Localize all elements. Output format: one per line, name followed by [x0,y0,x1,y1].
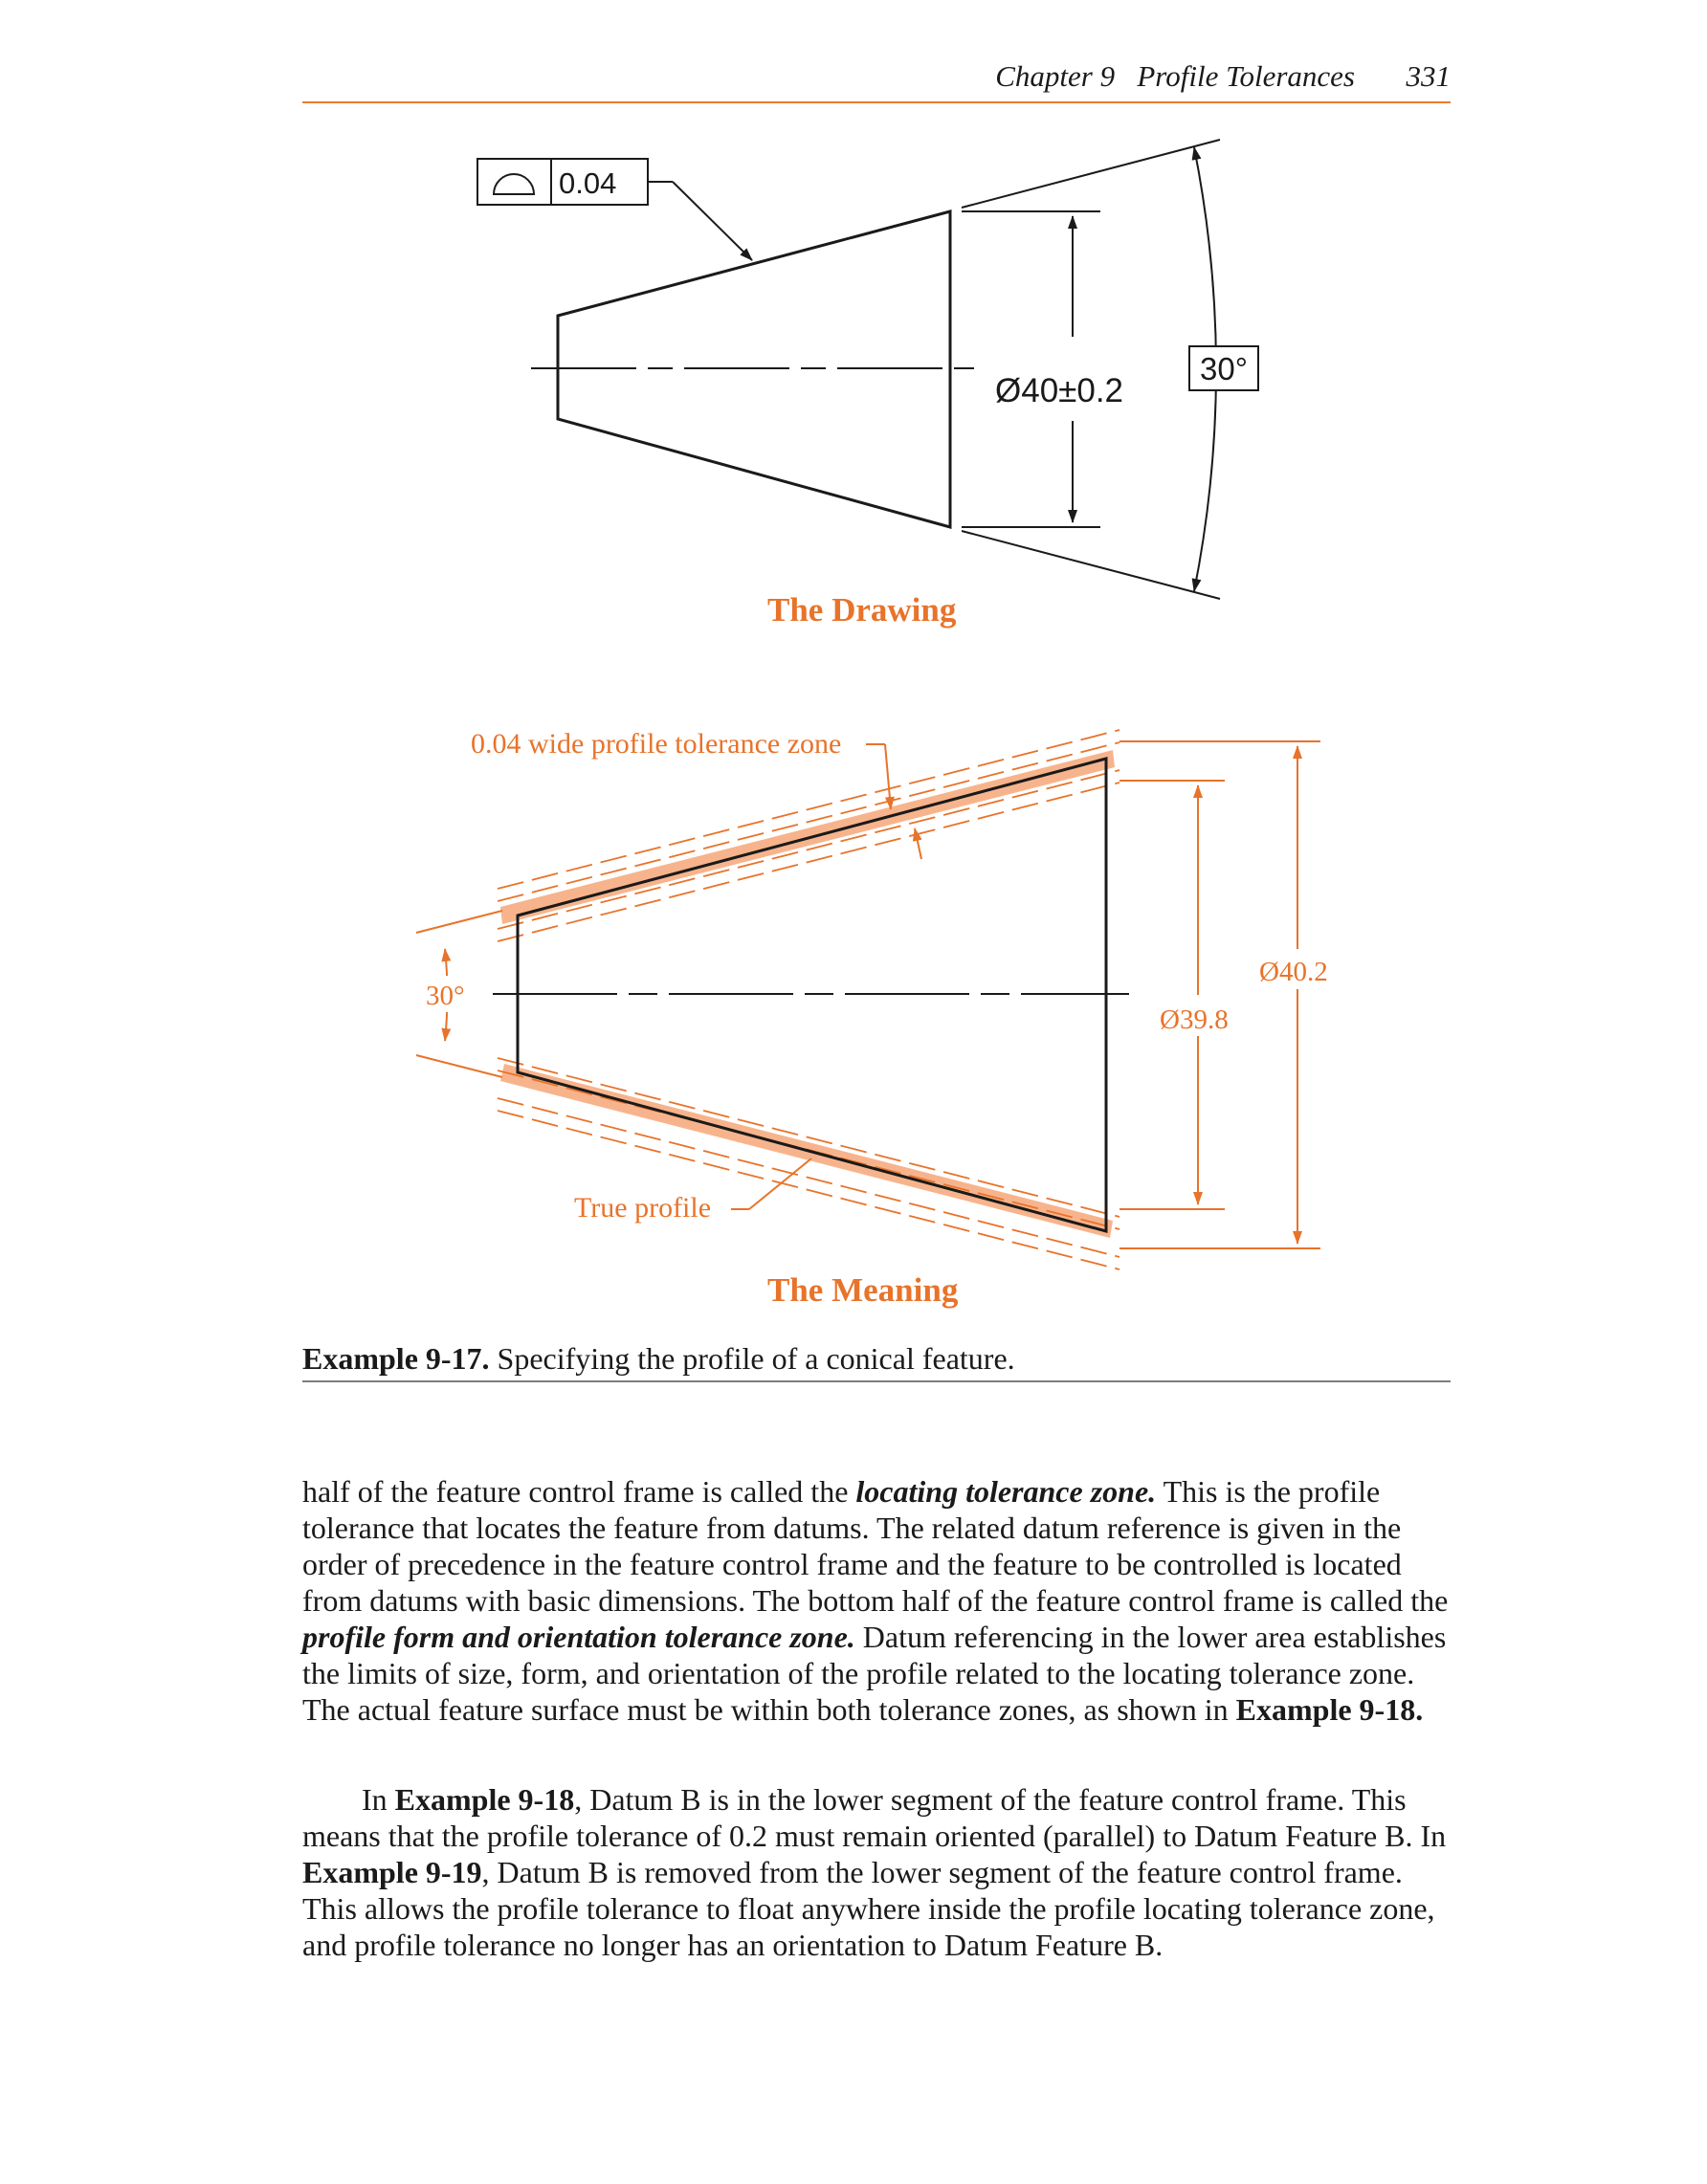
angle-dimension: 30° [1200,351,1248,386]
body-text-run: This is the profile tolerance that locates the feature from datums. The related datum reference is given in the order of precedence in the feature control frame and the feature to be controlled is located from datums with basic dimensions. The bottom half of the feature control frame is called the [302,1474,1449,1618]
figure-caption [302,1341,1451,1382]
chapter-title: Chapter 9 Profile Tolerances [995,59,1355,93]
drawing-title: The Drawing [767,591,957,629]
angle-label: 30° [426,981,465,1011]
inner-diameter-label: Ø39.8 [1160,1004,1229,1035]
drawing-view [477,140,1258,599]
page-number: 331 [1406,59,1451,93]
profile-of-a-surface-icon [494,174,534,194]
body-text-run: half of the feature control frame is called the [302,1474,856,1509]
body-paragraph-1 [302,1473,1451,1728]
body-text-run: , Datum B is in the lower segment of the feature control frame. This means that the profile tolerance of 0.2 must remain oriented (parallel) to Datum Feature B. In [302,1782,1447,1853]
caption-text: Specifying the profile of a conical feature. [489,1341,1015,1376]
caption-label: Example 9-17. [302,1341,490,1376]
body-text-run: Datum referencing in the lower area establishes the limits of size, form, and orientation of the profile related to the locating tolerance zone. The actual feature surface must be within both tolerance zones, as shown in [302,1620,1447,1727]
term-profile-form-orientation-zone: profile form and orientation tolerance zone. [302,1620,855,1654]
example-reference: Example 9-18 [394,1782,575,1817]
meaning-view [416,730,1320,1269]
diameter-dimension: Ø40±0.2 [995,372,1124,409]
true-profile-label: True profile [574,1192,712,1224]
example-reference: Example 9-19 [302,1855,482,1889]
body-paragraph-2 [302,1781,1451,1963]
body-text-run: In [362,1782,395,1817]
fcf-tolerance-value: 0.04 [559,166,617,200]
example-reference: Example 9-18. [1235,1692,1424,1727]
body-text-run: , Datum B is removed from the lower segment of the feature control frame. This allows the profile tolerance to float anywhere inside the profile locating tolerance zone, and profile tolerance no longer has an orientation to Datum Feature B. [302,1855,1435,1962]
term-locating-tolerance-zone: locating tolerance zone. [855,1474,1157,1509]
outer-diameter-label: Ø40.2 [1259,957,1328,987]
zone-label: 0.04 wide profile tolerance zone [471,728,842,760]
meaning-title: The Meaning [767,1271,959,1309]
